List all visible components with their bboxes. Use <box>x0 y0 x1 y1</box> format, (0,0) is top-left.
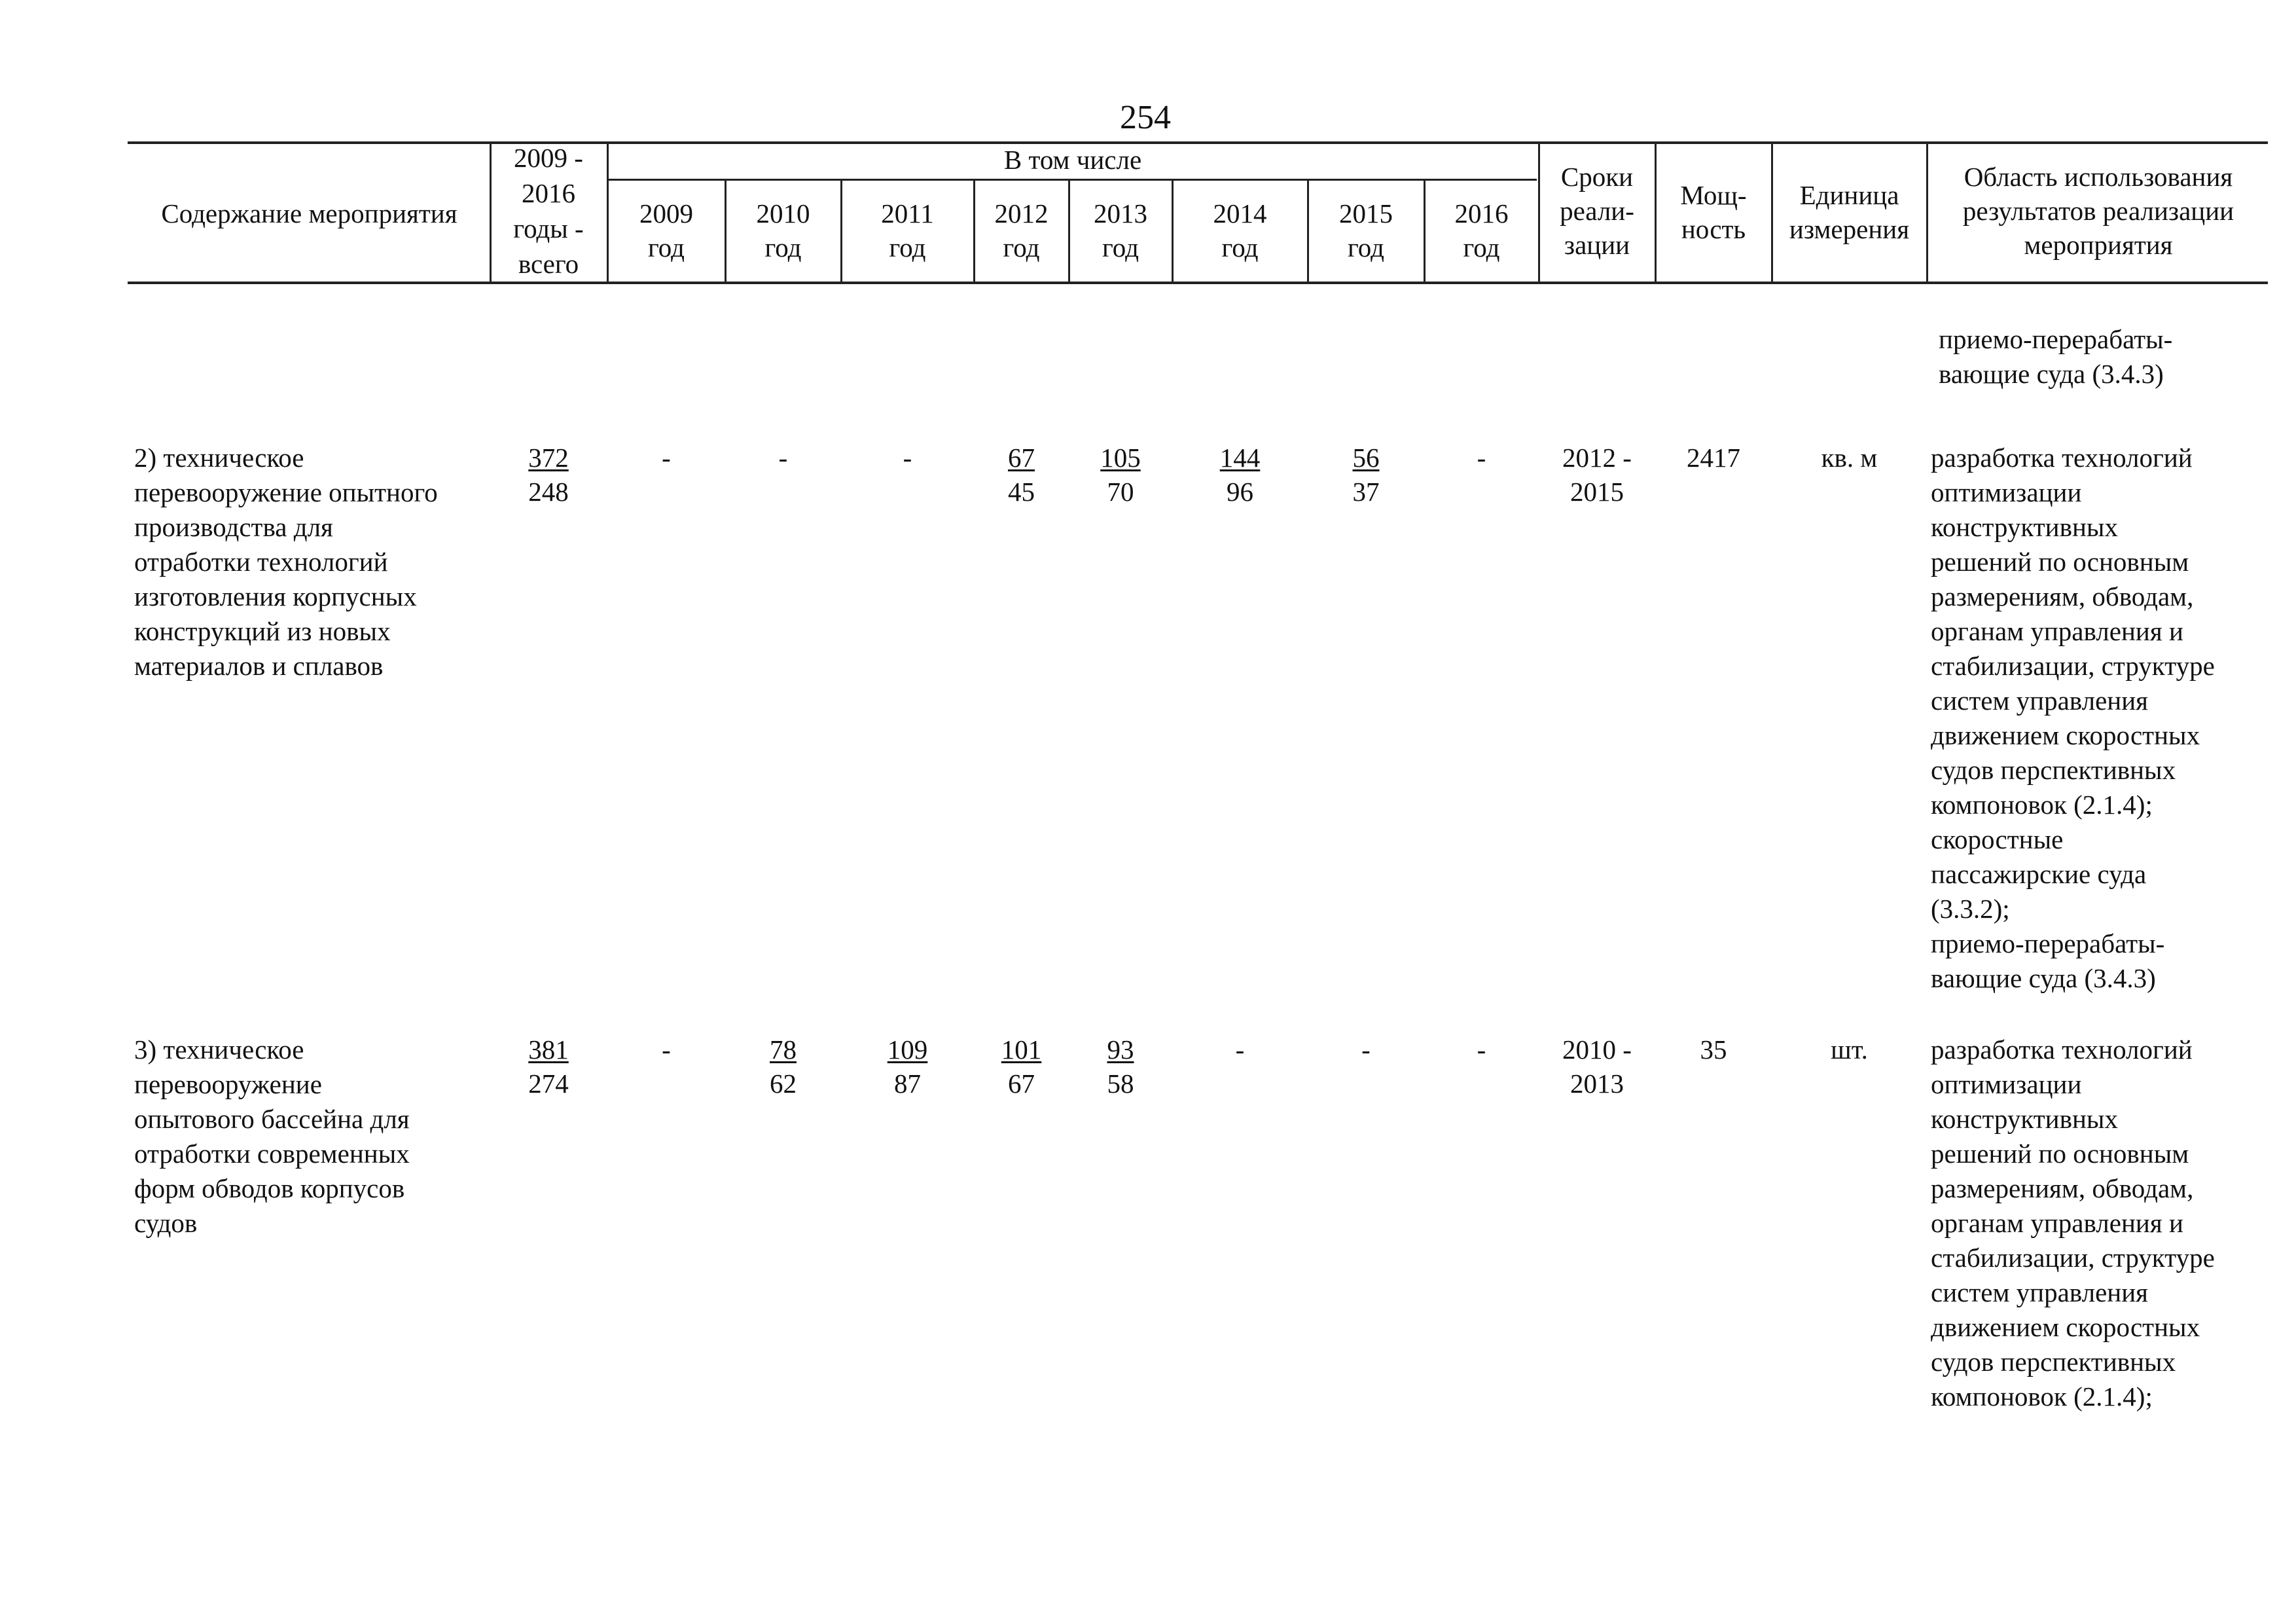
row-3-2013: 93 58 <box>1107 1034 1134 1099</box>
carryover-text: приемо-перерабаты- вающие суда (3.4.3) <box>1939 324 2173 389</box>
header-subrule <box>607 179 1537 181</box>
header-area: Область использования результатов реализации мероприятия <box>1962 162 2234 260</box>
row-3-terms: 2010 - 2013 <box>1562 1034 1632 1099</box>
header-including: В том числе <box>1003 145 1142 175</box>
row-3-unit: шт. <box>1831 1034 1868 1065</box>
row-3-2009: - <box>662 1034 671 1065</box>
header-year-2014: 2014 год <box>1213 198 1267 263</box>
row-2-content: 2) техническое перевооружение опытного производства для отработки технологий изготовления корпусных конструкций из новых материалов и сплавов <box>134 443 438 681</box>
row-3-area: разработка технологий оптимизации конструктивных решений по основным размерениям, обводам, органам управления и стабилизации, структуре систем управления движением скоростных судов перспективных компоновок (2.1.4); <box>1931 1034 2215 1412</box>
row-2-2009: - <box>662 443 671 473</box>
row-3-capacity: 35 <box>1700 1034 1727 1065</box>
header-bottom-rule <box>128 282 2268 284</box>
header-year-2016: 2016 год <box>1454 198 1509 263</box>
row-2-2016: - <box>1477 443 1486 473</box>
row-2-2014: 144 96 <box>1219 443 1261 507</box>
row-2-total: 372 248 <box>528 443 569 507</box>
row-3-2015: - <box>1361 1034 1371 1065</box>
row-2-2012: 67 45 <box>1008 443 1035 507</box>
row-3-2014: - <box>1235 1034 1245 1065</box>
row-3-2016: - <box>1477 1034 1486 1065</box>
header-year-2010: 2010 год <box>756 198 810 263</box>
row-3-2012: 101 67 <box>1001 1034 1042 1099</box>
header-total: 2009 - 2016 годы - всего <box>513 143 584 279</box>
header-year-2009: 2009 год <box>639 198 693 263</box>
row-3-2010: 78 62 <box>770 1034 797 1099</box>
header-year-2015: 2015 год <box>1339 198 1393 263</box>
row-3-content: 3) техническое перевооружение опытового бассейна для отработки современных форм обводов корпусов судов <box>134 1034 410 1238</box>
header-content: Содержание мероприятия <box>161 198 457 228</box>
header-year-2012: 2012 год <box>994 198 1049 263</box>
header-unit: Единица измерения <box>1789 180 1910 244</box>
row-2-2015: 56 37 <box>1352 443 1380 507</box>
row-3-2011: 109 87 <box>887 1034 928 1099</box>
row-2-unit: кв. м <box>1821 443 1878 473</box>
page-number: 254 <box>1120 99 1171 136</box>
row-2-capacity: 2417 <box>1687 443 1740 473</box>
header-year-2013: 2013 год <box>1094 198 1147 263</box>
row-2-2011: - <box>903 443 912 473</box>
row-2-terms: 2012 - 2015 <box>1562 443 1632 507</box>
row-2-2010: - <box>778 443 788 473</box>
header-terms: Сроки реали- зации <box>1560 162 1634 260</box>
header-capacity: Мощ- ность <box>1680 180 1747 244</box>
header-year-2011: 2011 год <box>881 198 934 263</box>
row-2-area: разработка технологий оптимизации конструктивных решений по основным размерениям, обводам, органам управления и стабилизации, структуре систем управления движением скоростных судов перспективных компоновок (2.1.4); скоростные пассажирские суда (3.3.2); приемо-перерабаты- вающие суда (3.4.3) <box>1931 443 2215 993</box>
row-2-2013: 105 70 <box>1100 443 1141 507</box>
row-3-total: 381 274 <box>528 1034 569 1099</box>
